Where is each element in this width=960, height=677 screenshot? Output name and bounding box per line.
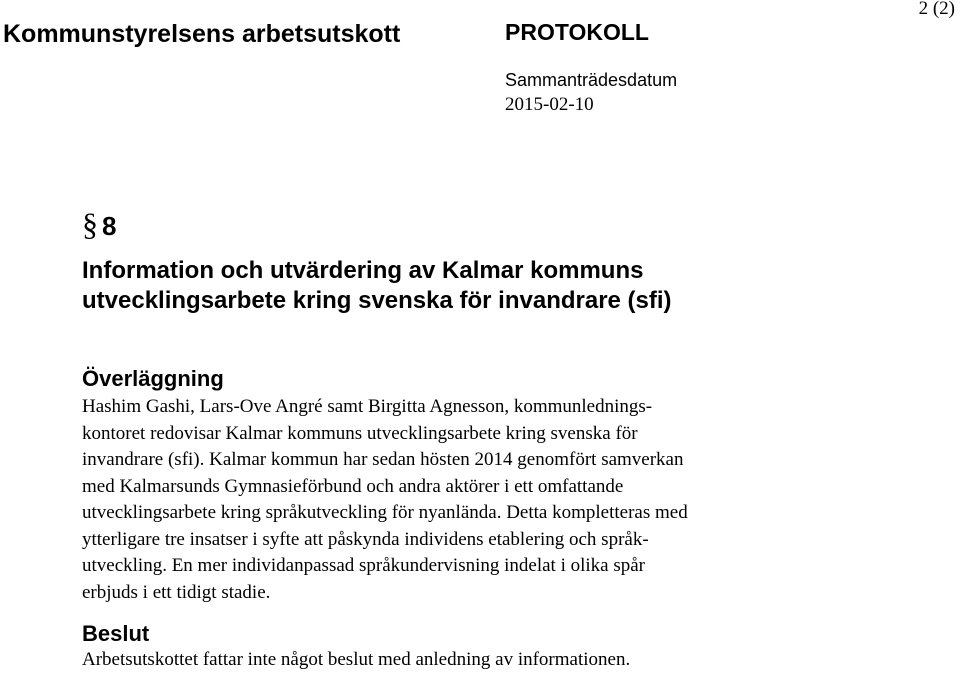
organization-name: Kommunstyrelsens arbetsutskott (3, 20, 401, 48)
section-title-line: Information och utvärdering av Kalmar kommuns (82, 257, 644, 284)
deliberation-text (82, 394, 942, 606)
page-number: 2 (2) (918, 0, 955, 19)
deliberation-line: utveckling. En mer individanpassad språkundervisning indelat i olika spår (82, 555, 646, 576)
deliberation-line: erbjuds i ett tidigt stadie. (82, 581, 271, 603)
document-type: PROTOKOLL (505, 19, 649, 45)
section-number-value: 8 (102, 211, 117, 241)
decision-text: Arbetsutskottet fattar inte något beslut med anledning av informationen. (82, 649, 631, 670)
section-title (82, 256, 902, 316)
deliberation-line: med Kalmarsunds Gymnasieförbund och andra aktörer i ett omfattande (82, 475, 624, 497)
meeting-date: 2015-02-10 (505, 94, 594, 115)
deliberation-line: invandrare (sfi). Kalmar kommun har sedan hösten 2014 genomfört samverkan (82, 449, 684, 470)
deliberation-line: kontoret redovisar Kalmar kommuns utvecklingsarbete kring svenska för (82, 422, 638, 444)
section-title-line: utvecklingsarbete kring svenska för invandrare (sfi) (82, 287, 672, 314)
section-symbol: § (82, 206, 98, 242)
meeting-date-label: Sammanträdesdatum (505, 70, 678, 90)
deliberation-heading: Överläggning (82, 366, 224, 391)
deliberation-line: ytterligare tre insatser i syfte att påskynda individens etablering och språk- (82, 528, 649, 550)
decision-heading: Beslut (82, 621, 150, 646)
section-number (82, 206, 116, 243)
deliberation-line: utvecklingsarbete kring språkutveckling för nyanlända. Detta kompletteras med (82, 502, 688, 523)
deliberation-line: Hashim Gashi, Lars-Ove Angré samt Birgitta Agnesson, kommunlednings- (82, 396, 653, 417)
